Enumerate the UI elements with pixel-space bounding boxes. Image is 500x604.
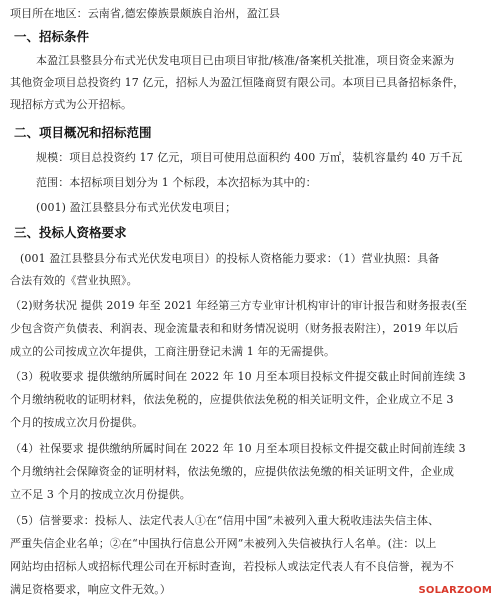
paragraph-line: 网站均由招标人或招标代理公司在开标时查询，若投标人或法定代表人有不良信誉，视为不 (10, 560, 454, 573)
paragraph-line: 严重失信企业名单；②在“中国执行信息公开网”未被列入失信被执行人名单。(注：以上 (10, 537, 437, 550)
paragraph-line: 范围：本招标项目划分为 1 个标段，本次招标为其中的： (36, 176, 317, 189)
section-heading-2: 二、项目概况和招标范围 (14, 125, 152, 140)
paragraph-line: (001 盈江县整县分布式光伏发电项目）的投标人资格能力要求：（1）营业执照：具备 (20, 252, 440, 265)
paragraph-line: 其他资金项目总投资约 17 亿元，招标人为盈江恒隆商贸有限公司。本项目已具备招标条件， (10, 76, 465, 89)
paragraph-line: (001) 盈江县整县分布式光伏发电项目； (36, 201, 237, 214)
paragraph-line: 个月缴纳社会保障资金的证明材料，依法免缴的，应提供依法免缴的相关证明文件，企业成 (10, 465, 454, 478)
paragraph-line: 现招标方式为公开招标。 (10, 98, 133, 111)
paragraph-line: 少包含资产负债表、利润表、现金流量表和和财务情况说明（财务报表附注），2019 年以后 (10, 322, 459, 335)
paragraph-line: （4）社保要求 提供缴纳所属时间在 2022 年 10 月至本项目投标文件提交截止时间前连续 3 (10, 442, 466, 455)
paragraph-line: 个月的按成立次月份提供。 (10, 416, 144, 429)
paragraph-line: 成立的公司按成立次年提供，工商注册登记未满 1 年的无需提供。 (10, 345, 336, 358)
solarzoom-watermark: SOLARZOOM (418, 585, 492, 596)
section-heading-3: 三、投标人资格要求 (14, 225, 127, 240)
paragraph-line: 规模：项目总投资约 17 亿元，项目可使用总面积约 400 万㎡，装机容量约 40 万千瓦 (36, 151, 463, 164)
paragraph-line: 合法有效的《营业执照》。 (10, 274, 138, 287)
paragraph-line: 个月缴纳税收的证明材料，依法免税的，应提供依法免税的相关证明文件，企业成立不足 3 (10, 393, 454, 406)
paragraph-line: （3）税收要求 提供缴纳所属时间在 2022 年 10 月至本项目投标文件提交截止时间前连续 3 (10, 370, 466, 383)
paragraph-line: （2)财务状况 提供 2019 年至 2021 年经第三方专业审计机构审计的审计报告和财务报表(至 (10, 299, 467, 312)
paragraph-line: 满足资格要求，响应文件无效。） (10, 583, 171, 596)
paragraph-line: 本盈江县整县分布式光伏发电项目已由项目审批/核准/备案机关批准，项目资金来源为 (36, 54, 455, 67)
section-heading-1: 一、招标条件 (14, 29, 90, 44)
project-location: 项目所在地区：云南省,德宏傣族景颇族自治州，盈江县 (10, 7, 280, 20)
paragraph-line: （5）信誉要求：投标人、法定代表人①在“信用中国”未被列入重大税收违法失信主体、 (10, 514, 440, 527)
paragraph-line: 立不足 3 个月的按成立次月份提供。 (10, 488, 191, 501)
